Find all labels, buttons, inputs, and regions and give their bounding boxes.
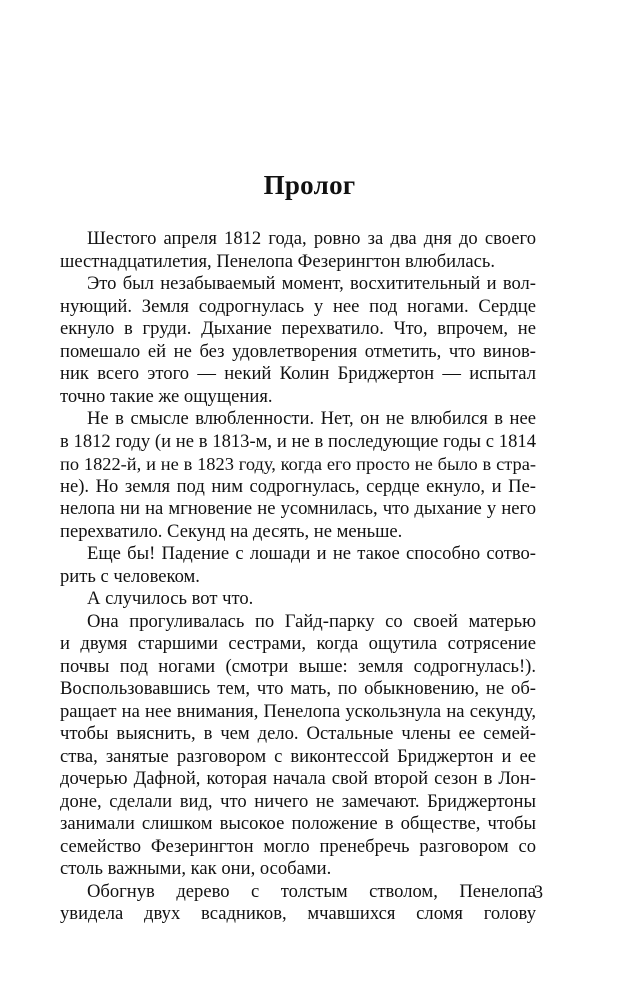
page-number: 3 [533, 882, 543, 903]
text-line: занимали слишком высокое положение в обществе, чтобы [60, 813, 536, 834]
text-line: Не в смысле влюбленности. Нет, он не влюбился в нее [87, 408, 536, 429]
text-line: А случилось вот что. [87, 588, 254, 609]
text-line: Это был незабываемый момент, восхитительный и вол- [87, 273, 536, 294]
text-line: нелопа ни на мгновение не усомнилась, что дыхание у него [60, 498, 536, 519]
text-line: по 1822-й, и не в 1823 году, когда его просто не было в стра- [60, 454, 536, 474]
text-line: Обогнув дерево с толстым стволом, Пенелопа [87, 880, 536, 902]
text-line: столь важными, как они, особами. [60, 858, 332, 879]
text-line: ства, занятые разговором с виконтессой Бриджертон и ее [60, 745, 536, 767]
text-line: чтобы выяснить, в чем дело. Остальные члены ее семей- [60, 723, 536, 744]
text-line: шестнадцатилетия, Пенелопа Фезерингтон влюбилась. [60, 250, 496, 272]
chapter-title: Пролог [263, 170, 356, 200]
text-line: семейство Фезерингтон могло пренебречь разговором со [60, 835, 536, 857]
text-line: увидела двух всадников, мчавшихся сломя голову [60, 903, 536, 924]
text-line: Шестого апреля 1812 года, ровно за два дня до своего [87, 228, 536, 249]
body-text [60, 228, 536, 926]
text-line: нующий. Земля содрогнулась у нее под ногами. Сердце [60, 295, 536, 317]
text-line: точно такие же ощущения. [60, 385, 273, 407]
text-line: Еще бы! Падение с лошади и не такое способно сотво- [87, 543, 536, 564]
text-line: ращает на нее внимания, Пенелопа ускользнула на секунду, [60, 700, 536, 722]
text-line: в 1812 году (и не в 1813-м, и не в последующие годы с 1814 [60, 430, 536, 452]
text-line: екнуло в груди. Дыхание перехватило. Что, впрочем, не [60, 318, 536, 339]
text-line: ник всего этого — некий Колин Бриджертон — испытал [60, 363, 536, 384]
text-line: перехватило. Секунд на десять, не меньше. [60, 520, 403, 542]
text-line: и двумя старшими сестрами, когда ощутила сотрясение [60, 633, 536, 654]
text-line: почвы под ногами (смотри выше: земля содрогнулась!). [60, 655, 536, 677]
text-line: Воспользовавшись тем, что мать, по обыкновению, не об- [60, 678, 536, 699]
text-line: дочерью Дафной, которая начала свой второй сезон в Лон- [60, 768, 536, 789]
text-line: помешало ей не без удовлетворения отметить, что винов- [60, 340, 536, 362]
text-line: Она прогуливалась по Гайд-парку со своей матерью [87, 610, 536, 632]
text-line: рить с человеком. [60, 565, 200, 587]
text-line: доне, сделали вид, что ничего не замечают. Бриджертоны [60, 790, 536, 812]
text-line: не). Но земля под ним содрогнулась, сердце екнуло, и Пе- [60, 475, 536, 497]
